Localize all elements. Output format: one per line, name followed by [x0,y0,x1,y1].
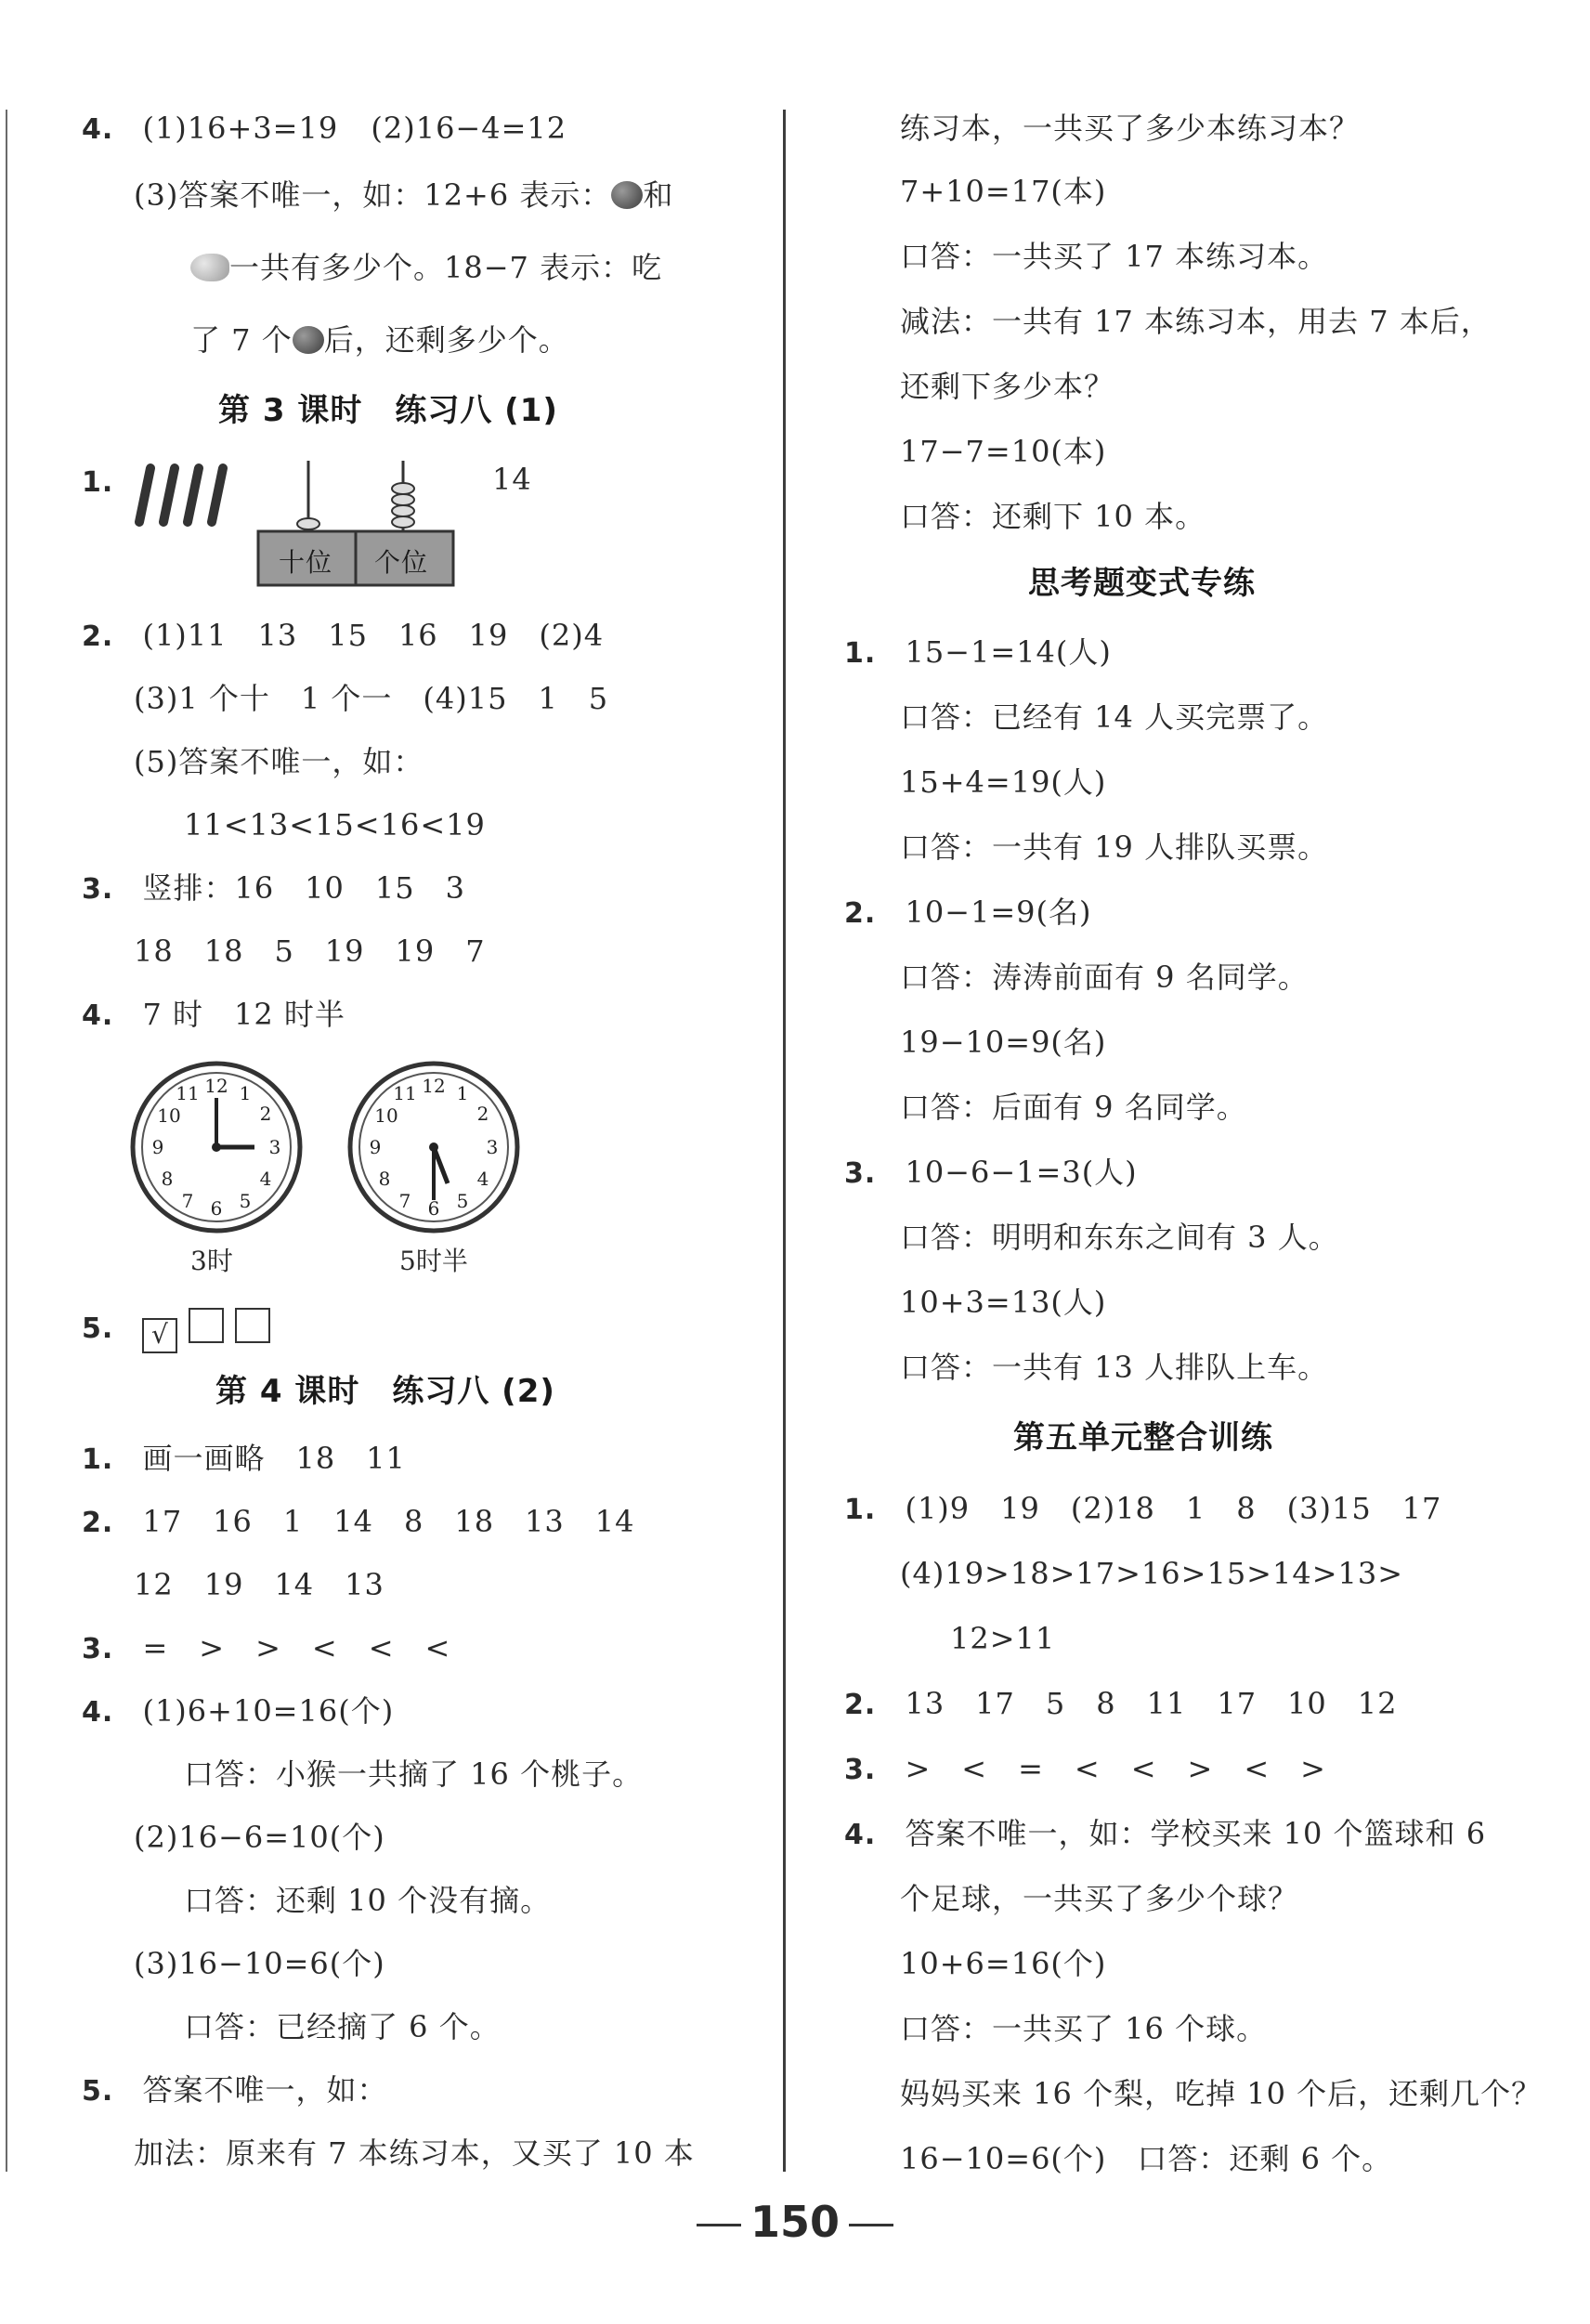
t2-line1: 2. 10−1=9(名) [844,894,1092,930]
clock-half-past-5 [347,1061,520,1234]
svg-text:1: 1 [456,1082,469,1104]
svg-text:8: 8 [161,1168,174,1190]
svg-text:8: 8 [378,1168,391,1190]
u1-line3: 12>11 [950,1621,1056,1656]
q4-line3: 一共有多少个。18−7 表示：吃 [190,249,662,286]
l4-q4-line6: 口答：已经摘了 6 个。 [184,2009,501,2044]
l4-q4-line2: 口答：小猴一共摘了 16 个桃子。 [184,1756,644,1792]
l3-q4-line: 4. 7 时 12 时半 [82,997,345,1032]
lesson3-title: 第 3 课时 练习八 (1) [218,392,558,429]
svg-text:4: 4 [476,1168,489,1190]
u4-line2: 个足球，一共买了多少个球？ [900,1881,1299,1916]
lesson4-title: 第 4 课时 练习八 (2) [215,1373,555,1410]
clock2-label: 5时半 [399,1246,468,1276]
dash-left [697,2224,741,2226]
l3-q3-line1: 3. 竖排：16 10 15 3 [82,870,465,906]
clock-3-oclock [130,1061,303,1234]
t1-line3: 15+4=19(人) [900,764,1107,800]
l4-q5-line2: 加法：原来有 7 本练习本，又买了 10 本 [134,2135,695,2171]
svg-text:3: 3 [486,1136,499,1158]
r-line1: 练习本，一共买了多少本练习本？ [900,111,1361,146]
u1-line1: 1. (1)9 19 (2)18 1 8 (3)15 17 [844,1491,1442,1526]
l4-q2-line1: 2. 17 16 1 14 8 18 13 14 [82,1504,635,1539]
svg-text:9: 9 [369,1136,382,1158]
r-line7: 口答：还剩下 10 本。 [900,499,1206,534]
svg-text:11: 11 [176,1082,200,1104]
empty-box [235,1308,270,1343]
unit-title: 第五单元整合训练 [1013,1419,1273,1456]
svg-text:2: 2 [476,1103,489,1125]
q4-line4: 了 7 个 后，还剩多少个。 [190,322,569,358]
u4-line5: 妈妈买来 16 个梨，吃掉 10 个后，还剩几个？ [900,2076,1543,2111]
l3-q2-line1: 2. (1)11 13 15 16 19 (2)4 [82,618,605,653]
r-line2: 7+10=17(本) [900,174,1107,209]
clock1-label: 3时 [190,1246,233,1276]
l3-q5-line: 5. √ [82,1308,281,1353]
svg-text:12: 12 [422,1075,446,1097]
u1-line2: (4)19>18>17>16>15>14>13> [900,1556,1404,1591]
svg-text:5: 5 [456,1190,469,1212]
t2-line4: 口答：后面有 9 名同学。 [900,1090,1247,1125]
abacus-tens-label: 十位 [279,547,333,578]
svg-text:3: 3 [268,1136,281,1158]
l3-q3-line2: 18 18 5 19 19 7 [134,934,486,969]
pear-icon [190,254,229,281]
abacus-ones-label: 个位 [374,547,429,578]
svg-text:2: 2 [259,1103,272,1125]
t2-line3: 19−10=9(名) [900,1025,1107,1060]
r-line3: 口答：一共买了 17 本练习本。 [900,239,1329,274]
l3-q2-line3: (5)答案不唯一，如： [134,744,424,779]
l3-q1-number: 1. [82,466,114,499]
svg-text:4: 4 [259,1168,272,1190]
t3-line2: 口答：明明和东东之间有 3 人。 [900,1220,1339,1255]
u3-line: 3. > < = < < > < > [844,1751,1326,1786]
u4-line3: 10+6=16(个) [900,1946,1107,1981]
page-number: 150 [0,2197,1590,2247]
q4-line2: (3)答案不唯一，如：12+6 表示： 和 [134,177,674,213]
t2-line2: 口答：涛涛前面有 9 名同学。 [900,960,1309,995]
t3-line4: 口答：一共有 13 人排队上车。 [900,1350,1329,1385]
sticks-icon [130,461,232,531]
t1-line2: 口答：已经有 14 人买完票了。 [900,699,1329,735]
svg-text:7: 7 [181,1190,194,1212]
svg-text:10: 10 [374,1104,398,1127]
r-line5: 还剩下多少本？ [900,369,1115,404]
dash-right [849,2224,893,2226]
l3-q1-answer: 14 [492,462,532,497]
l3-q2-line4: 11<13<15<16<19 [184,807,486,842]
r-line6: 17−7=10(本) [900,434,1107,469]
q4-line1: 4. (1)16+3=19 (2)16−4=12 [82,111,567,146]
l4-q4-line5: (3)16−10=6(个) [134,1946,385,1981]
svg-text:1: 1 [239,1082,252,1104]
svg-text:11: 11 [393,1082,417,1104]
u2-line: 2. 13 17 5 8 11 17 10 12 [844,1686,1398,1721]
t1-line4: 口答：一共有 19 人排队买票。 [900,829,1329,865]
u4-line4: 口答：一共买了 16 个球。 [900,2011,1268,2046]
svg-text:6: 6 [427,1197,440,1220]
svg-text:6: 6 [210,1197,223,1220]
l4-q4-line3: (2)16−6=10(个) [134,1820,385,1855]
apple-icon [611,181,643,209]
l3-q2-line2: (3)1 个十 1 个一 (4)15 1 5 [134,681,609,716]
l4-q3-line: 3. = > > < < < [82,1630,451,1665]
t3-line1: 3. 10−6−1=3(人) [844,1155,1138,1190]
svg-text:5: 5 [239,1190,252,1212]
svg-text:9: 9 [151,1136,164,1158]
empty-box [189,1308,224,1343]
checked-box: √ [142,1318,177,1353]
think-title: 思考题变式专练 [1028,565,1256,602]
svg-text:7: 7 [398,1190,411,1212]
svg-text:10: 10 [157,1104,181,1127]
t1-line1: 1. 15−1=14(人) [844,634,1112,670]
column-divider [783,110,786,2172]
t3-line3: 10+3=13(人) [900,1285,1107,1320]
u4-line1: 4. 答案不唯一，如：学校买来 10 个篮球和 6 [844,1816,1487,1851]
u4-line6: 16−10=6(个) 口答：还剩 6 个。 [900,2141,1393,2176]
l4-q5-line1: 5. 答案不唯一，如： [82,2072,388,2108]
left-margin-line [6,110,7,2172]
apple-icon [293,326,324,354]
l4-q4-line4: 口答：还剩 10 个没有摘。 [184,1883,552,1918]
l4-q1-line: 1. 画一画略 18 11 [82,1441,406,1476]
l4-q4-line1: 4. (1)6+10=16(个) [82,1693,395,1729]
svg-text:12: 12 [204,1075,228,1097]
r-line4: 减法：一共有 17 本练习本，用去 7 本后， [900,304,1492,339]
l4-q2-line2: 12 19 14 13 [134,1567,384,1602]
